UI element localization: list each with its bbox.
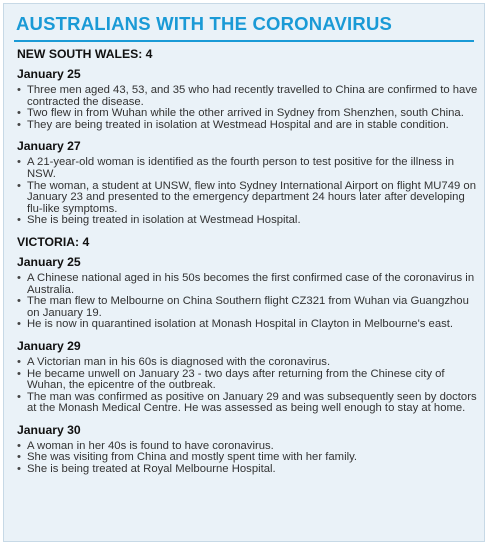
date-heading: January 29	[17, 338, 81, 353]
bullet-item: • Two flew in from Wuhan while the other arrived in Sydney from Shenzhen, south China.	[17, 108, 479, 120]
bullet-item: • A woman in her 40s is found to have coronavirus.	[17, 441, 479, 453]
bullet-item: • The woman, a student at UNSW, flew into Sydney International Airport on flight MU749 on January 23 and presented to the emergency department 24 hours later after developing flu-like symptoms.	[17, 181, 479, 216]
bullet-list	[17, 157, 479, 227]
date-heading: January 30	[17, 422, 81, 437]
date-heading: January 27	[17, 139, 81, 154]
bullet-list	[17, 441, 479, 476]
case-list	[17, 45, 479, 482]
bullet-item: • They are being treated in isolation at Westmead Hospital and are in stable condition.	[17, 120, 479, 132]
bullet-item: • The man flew to Melbourne on China Southern flight CZ321 from Wuhan via Guangzhou on January 19.	[17, 296, 479, 319]
bullet-item: • She was visiting from China and mostly spent time with her family.	[17, 452, 479, 464]
bullet-item: • A 21-year-old woman is identified as the fourth person to test positive for the illness in NSW.	[17, 157, 479, 180]
bullet-item: • He is now in quarantined isolation at Monash Hospital in Clayton in Melbourne's east.	[17, 319, 479, 331]
bullet-item: • She is being treated at Royal Melbourne Hospital.	[17, 464, 479, 476]
bullet-list	[17, 273, 479, 331]
infographic-title: AUSTRALIANS WITH THE CORONAVIRUS	[16, 13, 393, 34]
bullet-list	[17, 357, 479, 415]
state-heading: NEW SOUTH WALES: 4	[17, 47, 153, 61]
bullet-item: • The man was confirmed as positive on January 29 and was subsequently seen by doctors at the Monash Medical Centre. He was assessed as being well enough to stay at home.	[17, 392, 479, 415]
bullet-list	[17, 85, 479, 131]
bullet-item: • A Chinese national aged in his 50s becomes the first confirmed case of the coronavirus in Australia.	[17, 273, 479, 296]
title-divider	[14, 40, 474, 42]
date-heading: January 25	[17, 67, 81, 81]
bullet-item: • He became unwell on January 23 - two days after returning from the Chinese city of Wuhan, the epicentre of the outbreak.	[17, 369, 479, 392]
bullet-item: • A Victorian man in his 60s is diagnosed with the coronavirus.	[17, 357, 479, 369]
bullet-item: • She is being treated in isolation at Westmead Hospital.	[17, 215, 479, 227]
date-heading: January 25	[17, 254, 81, 269]
bullet-item: • Three men aged 43, 53, and 35 who had recently travelled to China are confirmed to have contracted the disease.	[17, 85, 479, 108]
infographic-card	[3, 3, 485, 542]
state-heading: VICTORIA: 4	[17, 234, 90, 249]
